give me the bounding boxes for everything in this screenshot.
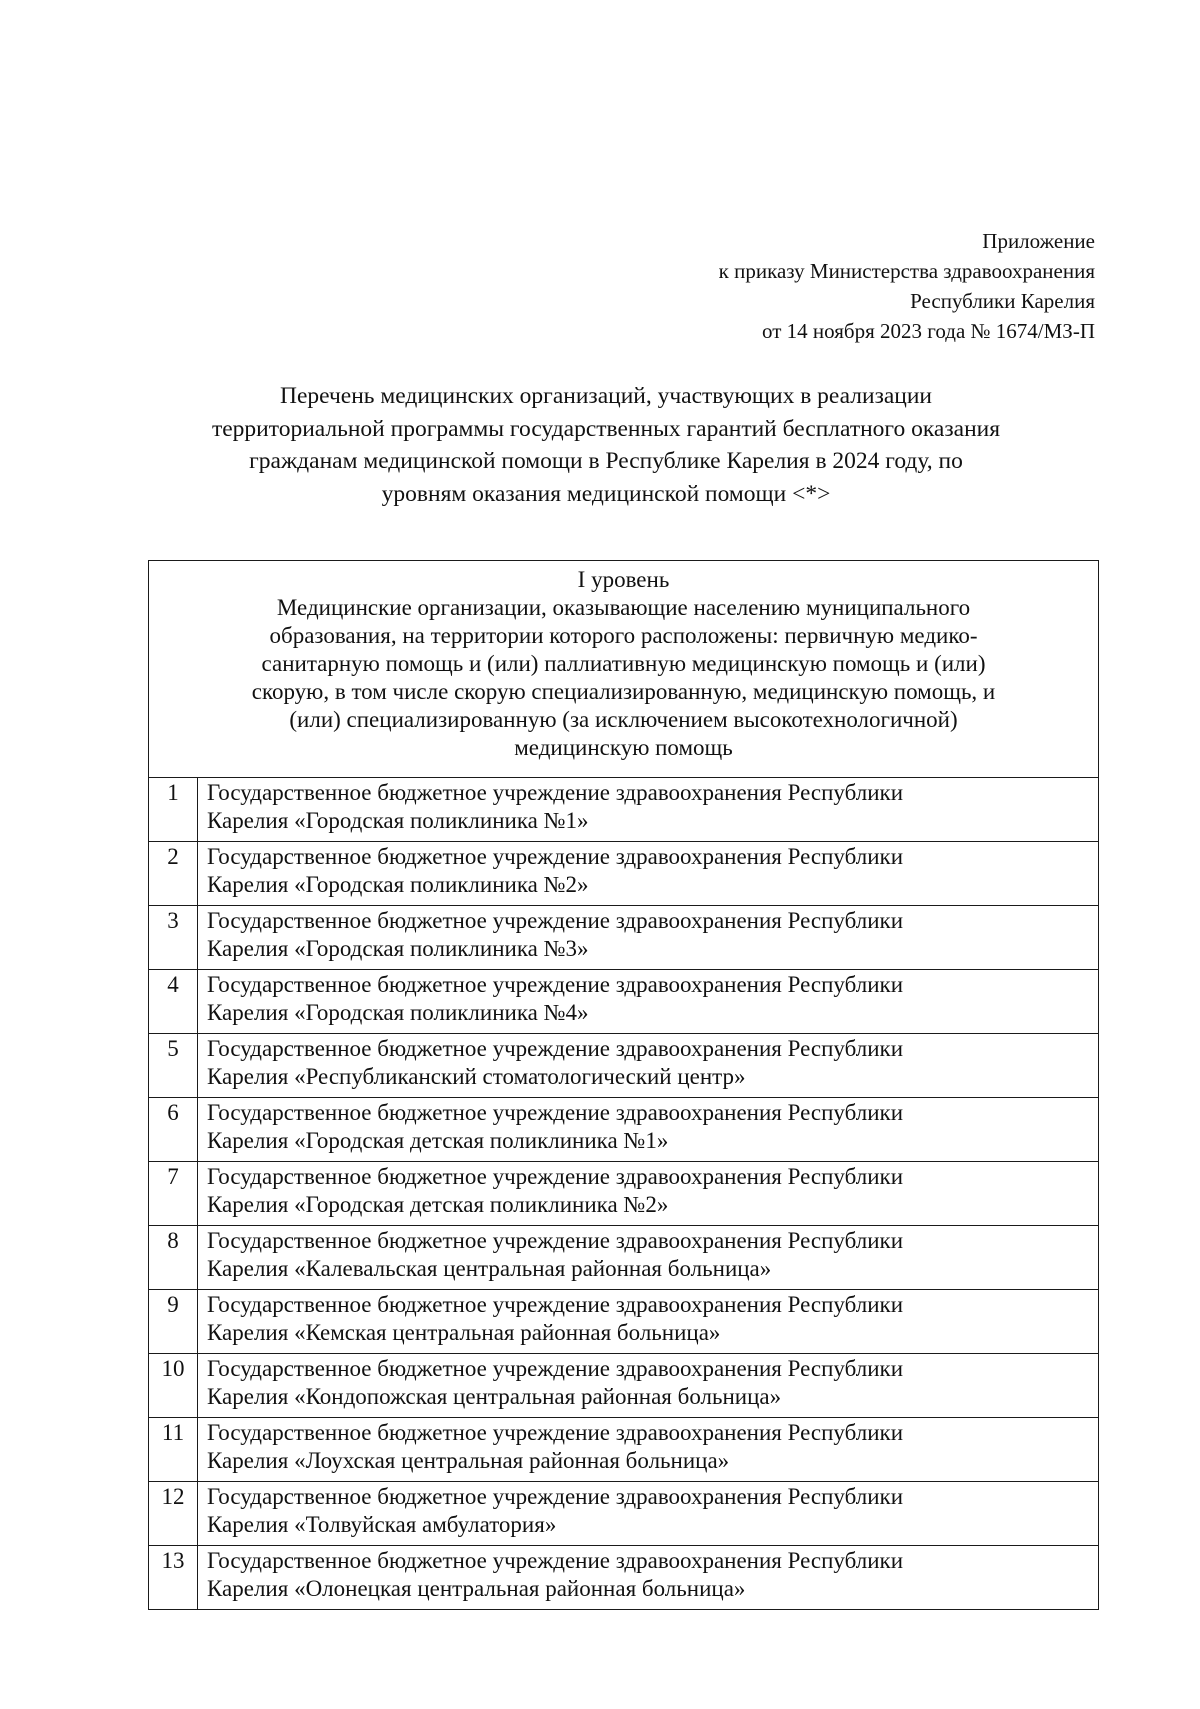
title-line: уровням оказания медицинской помощи <*> [381,480,831,507]
organization-line: Карелия «Городская поликлиника №1» [207,808,589,833]
organization-line: Государственное бюджетное учреждение здравоохранения Республики [207,1164,903,1189]
organization-name [198,1482,1099,1546]
appendix-order-ref: к приказу Министерства здравоохранения [718,259,1095,283]
organization-line: Карелия «Кондопожская центральная районная больница» [207,1384,782,1409]
table-row [149,1354,1099,1418]
organization-line: Государственное бюджетное учреждение здравоохранения Республики [207,1100,903,1125]
level-description-line: скорую, в том числе скорую специализированную, медицинскую помощь, и [251,679,996,704]
level-description-line: санитарную помощь и (или) паллиативную медицинскую помощь и (или) [261,651,986,676]
appendix-block [719,226,1095,346]
organization-line: Государственное бюджетное учреждение здравоохранения Республики [207,972,903,997]
organization-line: Государственное бюджетное учреждение здравоохранения Республики [207,844,903,869]
level-heading: I уровень [577,567,670,592]
organization-line: Карелия «Городская поликлиника №4» [207,1000,589,1025]
row-number: 8 [149,1226,198,1290]
organization-line: Государственное бюджетное учреждение здравоохранения Республики [207,1036,903,1061]
table-row [149,1162,1099,1226]
row-number: 6 [149,1098,198,1162]
organization-line: Карелия «Лоухская центральная районная больница» [207,1448,730,1473]
document-title [150,380,1062,510]
row-number: 1 [149,778,198,842]
table-row [149,1418,1099,1482]
organizations-table [148,560,1099,1610]
organization-name [198,778,1099,842]
level-header-row [149,561,1099,778]
organization-name [198,1290,1099,1354]
organization-line: Карелия «Городская детская поликлиника №2» [207,1192,669,1217]
row-number: 3 [149,906,198,970]
table-row [149,1226,1099,1290]
organization-line: Карелия «Кемская центральная районная больница» [207,1320,721,1345]
table-row [149,1546,1099,1610]
table-row [149,1098,1099,1162]
organization-line: Государственное бюджетное учреждение здравоохранения Республики [207,1548,903,1573]
appendix-date-number: от 14 ноября 2023 года № 1674/МЗ-П [762,319,1095,343]
organization-line: Карелия «Городская детская поликлиника №1» [207,1128,669,1153]
level-description-line: образования, на территории которого расположены: первичную медико- [269,623,978,648]
level-header-cell [149,561,1099,778]
row-number: 9 [149,1290,198,1354]
row-number: 4 [149,970,198,1034]
organization-line: Карелия «Республиканский стоматологический центр» [207,1064,746,1089]
organization-line: Карелия «Городская поликлиника №3» [207,936,589,961]
row-number: 7 [149,1162,198,1226]
organization-line: Государственное бюджетное учреждение здравоохранения Республики [207,1420,903,1445]
organization-line: Государственное бюджетное учреждение здравоохранения Республики [207,1292,903,1317]
organization-line: Государственное бюджетное учреждение здравоохранения Республики [207,1356,903,1381]
organization-name [198,842,1099,906]
table-row [149,842,1099,906]
appendix-republic: Республики Карелия [910,289,1095,313]
organization-line: Карелия «Олонецкая центральная районная больница» [207,1576,746,1601]
row-number: 2 [149,842,198,906]
organization-line: Карелия «Городская поликлиника №2» [207,872,589,897]
row-number: 13 [149,1546,198,1610]
organization-line: Государственное бюджетное учреждение здравоохранения Республики [207,1484,903,1509]
row-number: 11 [149,1418,198,1482]
organization-line: Государственное бюджетное учреждение здравоохранения Республики [207,780,903,805]
organization-name [198,906,1099,970]
table-row [149,1482,1099,1546]
row-number: 10 [149,1354,198,1418]
table-row [149,1034,1099,1098]
title-line: гражданам медицинской помощи в Республике Карелия в 2024 году, по [249,448,963,474]
organization-name [198,1034,1099,1098]
organization-name [198,1354,1099,1418]
table-row [149,778,1099,842]
row-number: 5 [149,1034,198,1098]
appendix-label: Приложение [982,229,1095,253]
title-line: территориальной программы государственных гарантий бесплатного оказания [211,415,1001,442]
organization-line: Государственное бюджетное учреждение здравоохранения Республики [207,1228,903,1253]
organization-line: Государственное бюджетное учреждение здравоохранения Республики [207,908,903,933]
table-row [149,970,1099,1034]
row-number: 12 [149,1482,198,1546]
organization-name [198,1226,1099,1290]
organization-name [198,1098,1099,1162]
organization-name [198,1418,1099,1482]
level-description-line: Медицинские организации, оказывающие населению муниципального [276,595,971,620]
organization-line: Карелия «Толвуйская амбулатория» [207,1512,557,1537]
level-description-line: медицинскую помощь [514,735,733,760]
organization-line: Карелия «Калевальская центральная районная больница» [207,1256,772,1281]
organization-name [198,970,1099,1034]
title-line: Перечень медицинских организаций, участвующих в реализации [279,383,933,409]
table-row [149,1290,1099,1354]
table-row [149,906,1099,970]
organization-name [198,1162,1099,1226]
level-description-line: (или) специализированную (за исключением высокотехнологичной) [289,707,958,732]
organization-name [198,1546,1099,1610]
